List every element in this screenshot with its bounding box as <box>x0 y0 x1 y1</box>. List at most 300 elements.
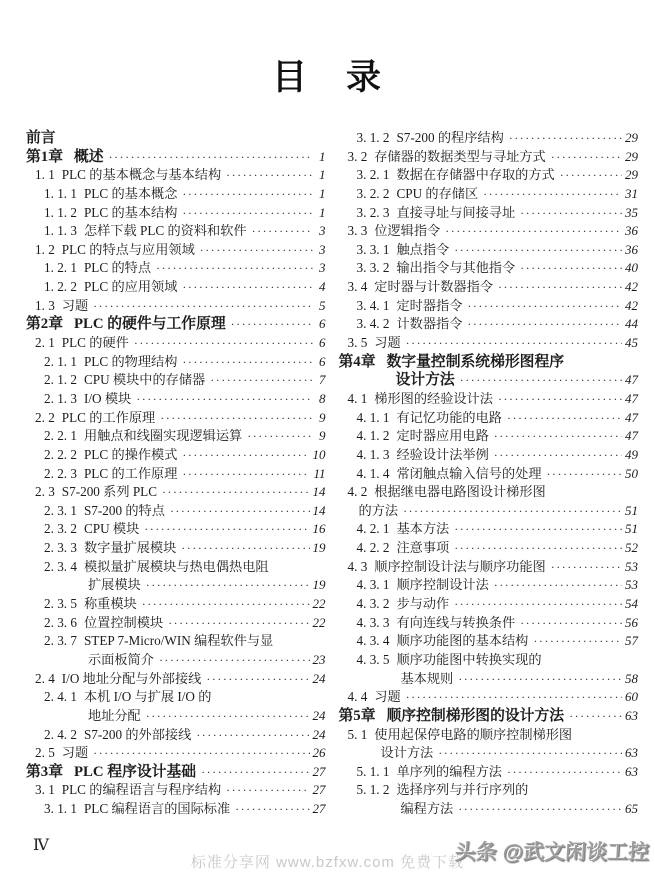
toc-row <box>26 614 326 633</box>
toc-row <box>26 707 326 726</box>
dot-leader <box>142 595 310 614</box>
toc-column-right <box>339 129 639 819</box>
dot-leader <box>458 670 622 689</box>
toc-entry-number: 1. 2. 2 <box>44 279 77 295</box>
toc-entry-page: 24 <box>312 707 326 723</box>
toc-entry-number: 3. 1 <box>35 782 55 798</box>
toc-entry-number: 2. 3. 6 <box>44 614 77 630</box>
toc-row <box>26 241 326 260</box>
toc-entry-title: 选择序列与并行序列的 <box>396 782 529 798</box>
toc-row <box>339 595 639 614</box>
toc-row <box>339 539 639 558</box>
toc-row <box>26 334 326 353</box>
toc-entry-title: I/O 地址分配与外部接线 <box>61 670 202 686</box>
toc-row <box>26 558 326 577</box>
toc-row <box>339 446 639 465</box>
toc-entry-number: 4. 2. 2 <box>356 540 390 556</box>
toc-entry-title: 示面板简介 <box>88 651 154 667</box>
toc-row <box>26 800 326 819</box>
toc-entry-page: 19 <box>312 540 326 556</box>
toc-entry-number: 2. 4. 1 <box>44 689 77 705</box>
toc-entry-page: 45 <box>625 335 638 351</box>
toc-entry-page: 51 <box>625 521 638 537</box>
dot-leader <box>460 371 622 390</box>
toc-entry-number: 2. 2 <box>35 409 55 425</box>
toc-entry-page: 57 <box>625 633 638 649</box>
toc-row <box>26 502 326 521</box>
toc-entry-page: 22 <box>312 596 326 612</box>
toc-entry-page: 52 <box>625 540 638 556</box>
toc-entry-title: CPU 模块 <box>83 521 140 537</box>
toc-entry-page: 65 <box>625 801 638 817</box>
toc-row <box>339 465 639 484</box>
toc-entry-page: 16 <box>312 521 326 537</box>
toc-entry-page: 56 <box>625 614 638 630</box>
dot-leader <box>494 427 622 446</box>
toc-row <box>26 539 326 558</box>
toc-row <box>339 670 639 689</box>
toc-entry-page: 42 <box>625 279 638 295</box>
toc-entry-number: 4. 4 <box>347 689 368 705</box>
dot-leader <box>235 800 309 819</box>
toc-entry-page: 53 <box>625 577 638 593</box>
toc-row <box>339 707 639 726</box>
toc-entry-number: 1. 3 <box>35 297 55 313</box>
toc-entry-number: 第4章 <box>338 353 376 370</box>
toc-entry-page: 27 <box>312 782 326 798</box>
toc-entry-number: 4. 2. 1 <box>356 521 390 537</box>
toc-entry-page: 58 <box>625 670 638 686</box>
toc-row <box>26 222 326 241</box>
toc-entry-number: 3. 2. 2 <box>356 185 390 201</box>
toc-entry-title: 数据在存储器中存取的方式 <box>396 167 555 183</box>
dot-leader <box>93 744 309 763</box>
toc-entry-title: 本机 I/O 与扩展 I/O 的 <box>83 689 212 705</box>
toc-row <box>26 204 326 223</box>
dot-leader <box>498 278 622 297</box>
toc-entry-page: 50 <box>625 465 638 481</box>
toc-row <box>339 353 639 372</box>
dot-leader <box>454 539 622 558</box>
dot-leader <box>454 241 622 260</box>
toc-entry-title: S7-200 系列 PLC <box>61 484 158 500</box>
toc-entry-title: 位置控制模块 <box>83 614 164 630</box>
dot-leader <box>182 353 312 372</box>
toc-entry-title: 梯形图的经验设计法 <box>374 390 493 406</box>
toc-entry-page: 3 <box>319 260 326 276</box>
dot-leader <box>498 390 622 409</box>
toc-entry-page: 51 <box>625 502 638 518</box>
toc-entry-title: 有向连线与转换条件 <box>396 614 516 630</box>
toc-entry-title: 步与动作 <box>396 596 450 612</box>
toc-entry-page: 31 <box>625 185 638 201</box>
toc-row <box>339 520 639 539</box>
toc-entry-page: 36 <box>625 241 638 257</box>
toc-entry-number: 第5章 <box>338 707 376 724</box>
toc-entry-number: 5. 1. 1 <box>356 763 390 779</box>
toc-entry-number: 5. 1 <box>347 726 368 742</box>
toc-entry-number: 2. 1. 3 <box>44 390 77 406</box>
dot-leader <box>509 129 622 148</box>
toc-entry-page: 6 <box>319 316 326 332</box>
toc-entry-number: 3. 4 <box>347 279 368 295</box>
toc-entry-title: STEP 7-Micro/WIN 编程软件与显 <box>83 633 274 649</box>
dot-leader <box>159 651 310 670</box>
toc-row <box>339 297 639 316</box>
dot-leader <box>454 595 622 614</box>
watermark-right-text: 头条 @武文闲谈工控 <box>454 841 650 864</box>
toc-entry-number: 4. 3. 3 <box>356 614 390 630</box>
toc-columns <box>26 129 638 819</box>
toc-entry-page: 3 <box>319 223 326 239</box>
dot-leader <box>144 520 309 539</box>
toc-entry-title: 习题 <box>374 335 401 351</box>
dot-leader <box>170 502 310 521</box>
toc-entry-title: 习题 <box>61 297 89 313</box>
toc-row <box>339 800 639 819</box>
dot-leader <box>182 185 312 204</box>
toc-entry-number: 1. 1 <box>35 167 55 183</box>
toc-entry-page: 24 <box>312 670 326 686</box>
toc-entry-title: CPU 的存储区 <box>396 185 479 201</box>
toc-entry-page: 8 <box>319 390 326 406</box>
dot-leader <box>483 185 622 204</box>
toc-row <box>26 371 326 390</box>
toc-entry-title: 定时器与计数器指令 <box>374 279 493 295</box>
toc-entry-title: 用触点和线圈实现逻辑运算 <box>83 428 243 444</box>
dot-leader <box>200 241 313 260</box>
toc-entry-page: 35 <box>625 204 638 220</box>
dot-leader <box>551 148 622 167</box>
toc-entry-title: 输出指令与其他指令 <box>396 260 516 276</box>
toc-entry-number: 4. 3. 1 <box>356 577 390 593</box>
toc-entry-title: PLC 的操作模式 <box>83 446 178 462</box>
dot-leader <box>406 688 622 707</box>
toc-row <box>339 483 639 502</box>
toc-entry-title: 基本规则 <box>400 670 454 686</box>
toc-entry-title: PLC 的编程语言与程序结构 <box>61 782 222 798</box>
dot-leader <box>156 259 312 278</box>
toc-entry-page: 11 <box>313 465 326 481</box>
dot-leader <box>93 297 312 316</box>
toc-entry-title: 扩展模块 <box>88 577 141 593</box>
toc-entry-number: 4. 1. 2 <box>356 428 390 444</box>
toc-entry-title: 基本方法 <box>396 521 450 537</box>
toc-entry-number: 2. 3. 1 <box>44 502 77 518</box>
toc-row <box>26 726 326 745</box>
toc-entry-number: 1. 2 <box>35 241 55 257</box>
toc-row <box>26 483 326 502</box>
toc-row <box>26 576 326 595</box>
toc-entry-page: 24 <box>312 726 326 742</box>
toc-entry-title: 数字量扩展模块 <box>83 540 177 556</box>
toc-row <box>26 278 326 297</box>
toc-entry-title: 模拟量扩展模块与热电偶热电阻 <box>83 558 269 574</box>
toc-entry-number: 第3章 <box>26 763 63 780</box>
toc-entry-page: 4 <box>319 279 326 295</box>
toc-entry-number: 2. 3. 7 <box>44 633 77 649</box>
toc-entry-number: 2. 5 <box>35 745 55 761</box>
toc-entry-title: PLC 的基本概念与基本结构 <box>61 167 222 183</box>
toc-entry-page: 19 <box>312 577 326 593</box>
toc-row <box>339 315 639 334</box>
toc-entry-page: 29 <box>625 148 638 164</box>
toc-entry-page: 47 <box>625 409 638 425</box>
toc-entry-title: 顺序控制梯形图的设计方法 <box>386 707 565 724</box>
toc-entry-title: 顺序控制设计法与顺序功能图 <box>374 558 546 574</box>
toc-entry-title: 存储器的数据类型与寻址方式 <box>374 148 546 164</box>
dot-leader <box>547 465 622 484</box>
toc-entry-title: 位逻辑指令 <box>374 223 441 239</box>
toc-entry-number: 第1章 <box>26 148 63 165</box>
toc-entry-page: 6 <box>319 335 326 351</box>
toc-row <box>26 632 326 651</box>
toc-entry-page: 60 <box>625 689 638 705</box>
toc-row <box>339 614 639 633</box>
toc-row <box>339 427 639 446</box>
dot-leader <box>494 576 622 595</box>
toc-entry-title: S7-200 的外部接线 <box>83 726 192 742</box>
toc-entry-title: 单序列的编程方法 <box>396 763 502 779</box>
toc-row <box>339 502 639 521</box>
toc-row <box>339 185 639 204</box>
toc-entry-number: 2. 1 <box>35 335 55 351</box>
toc-entry-title: I/O 模块 <box>83 390 132 406</box>
toc-entry-number: 4. 1. 3 <box>356 446 390 462</box>
toc-row <box>26 259 326 278</box>
dot-leader <box>551 558 622 577</box>
dot-leader <box>403 502 622 521</box>
dot-leader <box>458 800 622 819</box>
dot-leader <box>226 166 312 185</box>
toc-entry-page: 63 <box>625 745 638 761</box>
toc-entry-number: 3. 1. 1 <box>44 801 77 817</box>
toc-entry-page: 10 <box>312 446 326 462</box>
toc-entry-title: 根据继电器电路图设计梯形图 <box>374 484 546 500</box>
toc-entry-number: 第2章 <box>26 316 63 333</box>
dot-leader <box>162 483 309 502</box>
toc-row <box>26 166 326 185</box>
toc-entry-title: 顺序功能图的基本结构 <box>396 633 529 649</box>
toc-entry-page: 14 <box>312 484 326 500</box>
dot-leader <box>494 446 622 465</box>
toc-entry-page: 3 <box>319 241 326 257</box>
toc-row <box>26 409 326 428</box>
toc-entry-page: 26 <box>312 745 326 761</box>
toc-entry-title: 经验设计法举例 <box>396 446 489 462</box>
dot-leader <box>520 614 622 633</box>
dot-leader <box>467 315 622 334</box>
toc-entry-page: 63 <box>625 763 638 779</box>
toc-entry-number: 1. 1. 1 <box>44 185 77 201</box>
dot-leader <box>406 334 622 353</box>
toc-row <box>339 241 639 260</box>
toc-entry-title: 称重模块 <box>83 596 137 612</box>
toc-entry-title: PLC 的硬件 <box>61 335 129 351</box>
toc-entry-title: 编程方法 <box>400 801 454 817</box>
toc-entry-page: 6 <box>319 353 326 369</box>
dot-leader <box>181 539 309 558</box>
dot-leader <box>226 781 309 800</box>
toc-entry-title: 地址分配 <box>88 707 141 723</box>
toc-entry-page: 5 <box>319 297 326 313</box>
toc-entry-page: 49 <box>625 446 638 462</box>
toc-row <box>339 222 639 241</box>
dot-leader <box>445 222 622 241</box>
toc-entry-number: 3. 4. 2 <box>356 316 390 332</box>
toc-entry-number: 2. 3. 5 <box>44 596 77 612</box>
toc-row <box>26 185 326 204</box>
toc-row <box>339 148 639 167</box>
dot-leader <box>134 334 313 353</box>
toc-row <box>26 148 326 167</box>
dot-leader <box>231 315 313 334</box>
dot-leader <box>438 744 622 763</box>
toc-entry-title: 的方法 <box>358 502 399 518</box>
toc-entry-title: PLC 的工作原理 <box>83 465 178 481</box>
toc-entry-title: PLC 的特点与应用领域 <box>61 241 195 257</box>
dot-leader <box>520 204 622 223</box>
toc-entry-number: 3. 5 <box>347 335 368 351</box>
toc-column-left <box>26 129 326 819</box>
toc-entry-title: 有记忆功能的电路 <box>396 409 502 425</box>
toc-row <box>26 446 326 465</box>
toc-entry-title: 前言 <box>26 130 56 146</box>
page-number: Ⅳ <box>33 837 49 854</box>
toc-entry-page: 29 <box>625 130 638 145</box>
dot-leader <box>146 707 310 726</box>
toc-entry-page: 42 <box>625 297 638 313</box>
toc-entry-title: PLC 的特点 <box>83 260 152 276</box>
toc-entry-number: 2. 3 <box>35 484 55 500</box>
toc-entry-page: 1 <box>319 167 326 183</box>
toc-entry-number: 1. 2. 1 <box>44 260 77 276</box>
toc-entry-title: 习题 <box>61 745 89 761</box>
toc-entry-title: 顺序功能图中转换实现的 <box>396 651 542 667</box>
toc-entry-title: 直接寻址与间接寻址 <box>396 204 516 220</box>
toc-entry-number: 2. 3. 3 <box>44 540 77 556</box>
dot-leader <box>182 278 312 297</box>
toc-entry-number: 5. 1. 2 <box>356 782 390 798</box>
toc-entry-page: 9 <box>319 428 326 444</box>
toc-entry-page: 47 <box>625 372 638 388</box>
toc-entry-title: 注意事项 <box>396 540 450 556</box>
toc-entry-number: 1. 1. 2 <box>44 204 77 220</box>
toc-row <box>339 576 639 595</box>
dot-leader <box>252 222 313 241</box>
toc-row <box>339 390 639 409</box>
toc-entry-page: 7 <box>319 372 326 388</box>
toc-row <box>26 520 326 539</box>
toc-row <box>26 651 326 670</box>
toc-entry-number: 2. 4. 2 <box>44 726 77 742</box>
toc-entry-number: 2. 2. 2 <box>44 446 77 462</box>
toc-entry-title: 定时器指令 <box>396 297 463 313</box>
toc-entry-page: 9 <box>319 409 326 425</box>
dot-leader <box>247 427 312 446</box>
toc-entry-title: 概述 <box>74 148 104 165</box>
toc-entry-page: 1 <box>319 204 326 220</box>
page-title: 目 录 <box>271 58 383 97</box>
toc-row <box>339 651 639 670</box>
toc-entry-page: 44 <box>625 316 638 332</box>
toc-entry-title: PLC 的工作原理 <box>61 409 156 425</box>
dot-leader <box>560 166 622 185</box>
toc-entry-title: 使用起保停电路的顺序控制梯形图 <box>374 726 573 742</box>
toc-entry-page: 47 <box>625 390 638 406</box>
toc-entry-page: 1 <box>319 148 326 164</box>
toc-entry-title: 怎样下载 PLC 的资料和软件 <box>83 223 247 239</box>
toc-row <box>26 781 326 800</box>
toc-entry-number: 4. 3. 2 <box>356 596 390 612</box>
toc-entry-title: 触点指令 <box>396 241 450 257</box>
toc-row <box>339 409 639 428</box>
dot-leader <box>507 409 622 428</box>
toc-entry-page: 29 <box>625 167 638 183</box>
toc-entry-title: 习题 <box>374 689 401 705</box>
toc-row <box>339 166 639 185</box>
toc-entry-number: 4. 2 <box>347 484 368 500</box>
dot-leader <box>146 576 310 595</box>
toc-entry-number: 4. 1. 4 <box>356 465 390 481</box>
toc-row <box>339 371 639 390</box>
toc-entry-title: 设计方法 <box>395 372 455 389</box>
toc-entry-number: 3. 2. 1 <box>356 167 390 183</box>
toc-entry-title: PLC 的硬件与工作原理 <box>74 316 226 333</box>
toc-row <box>26 315 326 334</box>
toc-entry-page: 22 <box>312 614 326 630</box>
toc-entry-title: PLC 编程语言的国际标准 <box>83 801 231 817</box>
toc-entry-title: 数字量控制系统梯形图程序 <box>386 353 565 370</box>
dot-leader <box>182 446 309 465</box>
toc-row <box>26 670 326 689</box>
toc-row <box>339 763 639 782</box>
dot-leader <box>507 763 622 782</box>
dot-leader <box>160 409 312 428</box>
toc-entry-page: 36 <box>625 223 638 239</box>
toc-entry-title: CPU 模块中的存储器 <box>83 372 206 388</box>
toc-entry-title: PLC 程序设计基础 <box>74 763 197 780</box>
toc-entry-number: 2. 1. 1 <box>44 353 77 369</box>
toc-row <box>339 129 639 148</box>
toc-entry-number: 1. 1. 3 <box>44 223 77 239</box>
toc-entry-number: 2. 4 <box>35 670 55 686</box>
toc-entry-number: 2. 2. 1 <box>44 428 77 444</box>
dot-leader <box>454 520 622 539</box>
toc-entry-page: 63 <box>625 707 638 723</box>
toc-entry-title: PLC 的物理结构 <box>83 353 178 369</box>
dot-leader <box>168 614 309 633</box>
toc-entry-number: 3. 1. 2 <box>356 130 390 145</box>
toc-entry-page: 47 <box>625 428 638 444</box>
toc-entry-title: 设计方法 <box>380 745 434 761</box>
toc-entry-title: 计数器指令 <box>396 316 463 332</box>
toc-row <box>339 632 639 651</box>
dot-leader <box>109 148 313 167</box>
toc-entry-page: 53 <box>625 558 638 574</box>
toc-entry-title: PLC 的应用领域 <box>83 279 178 295</box>
dot-leader <box>182 465 310 484</box>
toc-entry-number: 4. 1. 1 <box>356 409 390 425</box>
toc-entry-number: 3. 2 <box>347 148 368 164</box>
toc-entry-page: 27 <box>312 763 326 779</box>
toc-row <box>339 259 639 278</box>
toc-row <box>26 353 326 372</box>
toc-entry-number: 2. 3. 4 <box>44 558 77 574</box>
toc-entry-number: 3. 3. 2 <box>356 260 390 276</box>
toc-entry-number: 2. 1. 2 <box>44 372 77 388</box>
toc-entry-title: S7-200 的程序结构 <box>396 130 504 145</box>
